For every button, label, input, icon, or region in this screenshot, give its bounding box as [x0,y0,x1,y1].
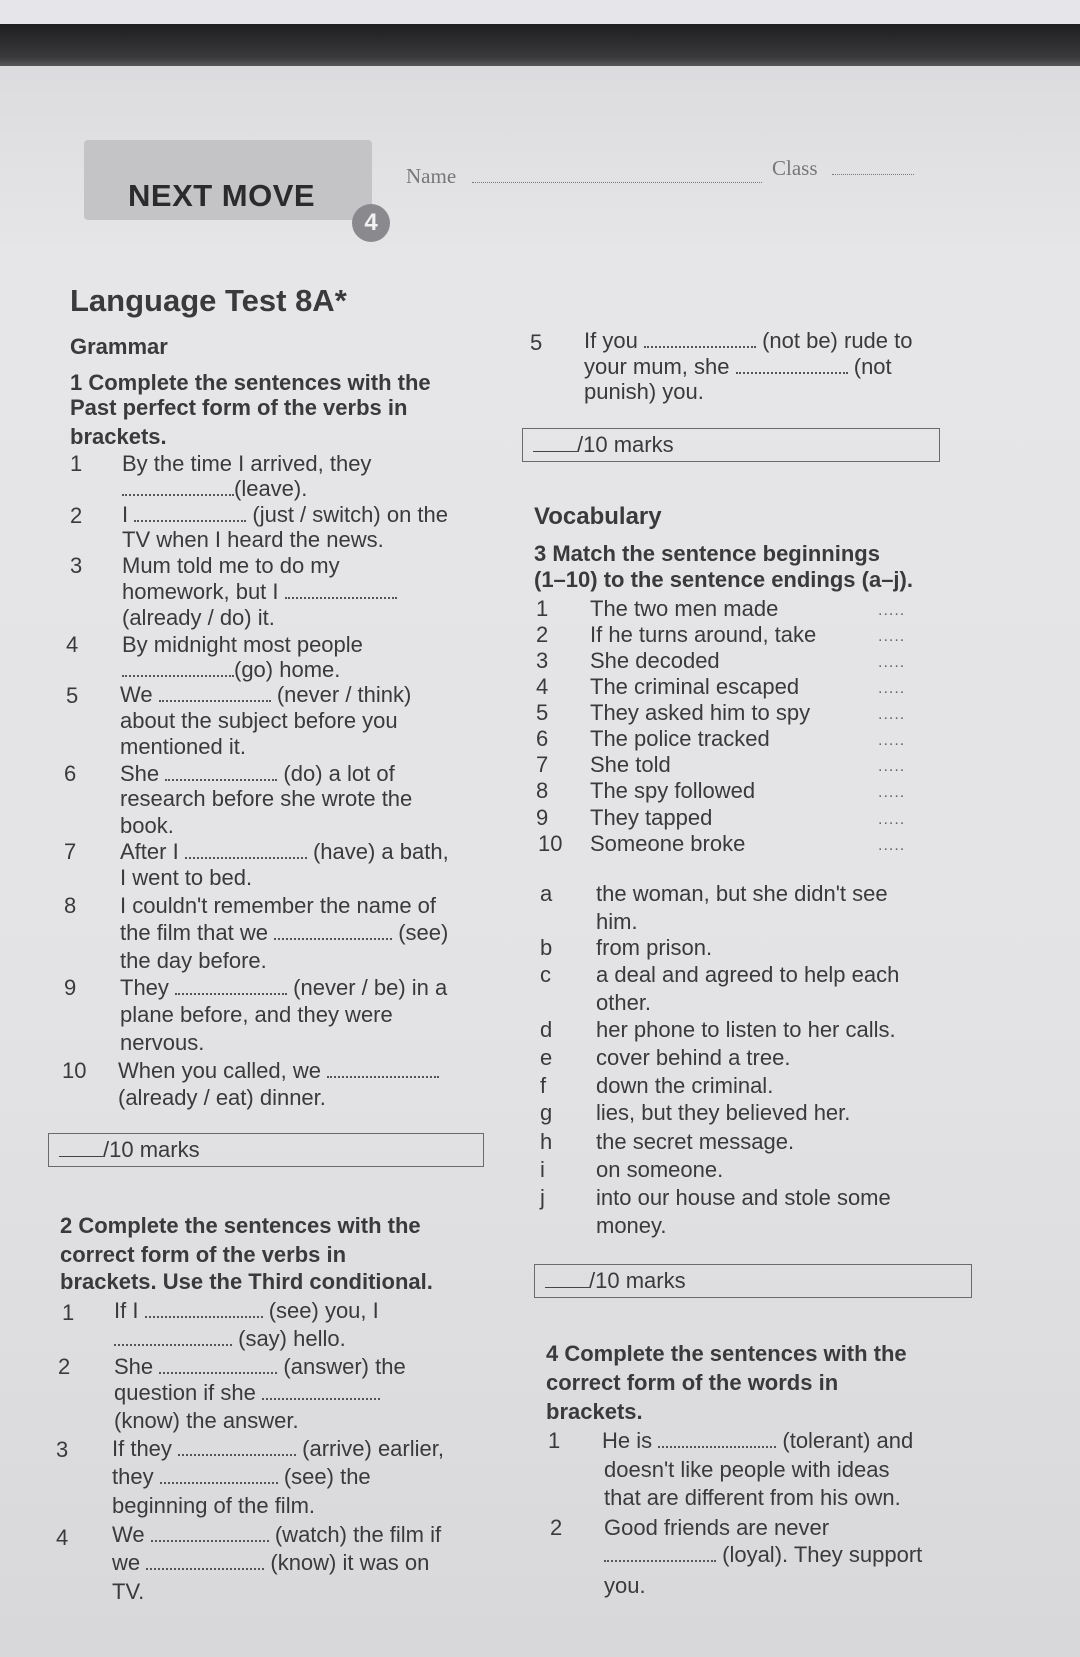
ex2-instruction: correct form of the verbs in [60,1242,347,1267]
sentence-text: (see) the [283,1464,371,1489]
sentence-beginning: She told [590,752,671,777]
ex4-instruction: 4 Complete the sentences with the [546,1341,907,1366]
answer-blank[interactable] [178,1436,296,1456]
ex4-instruction: correct form of the words in [546,1370,839,1395]
sentence-text: If they [112,1436,172,1461]
ex2-instruction: brackets. Use the Third conditional. [60,1269,433,1294]
sentence-text: book. [120,813,174,838]
sentence-text: They [120,975,169,1000]
answer-slot[interactable]: ..... [878,680,906,697]
sentence-beginning: Someone broke [590,831,746,856]
item-number: 5 [66,683,79,708]
answer-blank[interactable] [274,920,392,940]
score-blank[interactable] [545,1267,589,1288]
sentence-text: the film that we [120,920,268,945]
sentence-text: question if she [114,1380,256,1405]
marks-label: /10 marks [103,1137,200,1162]
sentence-text: She [114,1354,154,1379]
item-number: 2 [536,622,549,647]
sentence-text: When you called, we [118,1058,321,1083]
answer-blank[interactable] [122,476,234,496]
sentence-text: (arrive) earlier, [302,1436,444,1461]
sentence-text: you. [604,1573,646,1598]
item-number: 2 [550,1515,563,1540]
sentence-text: He is [602,1428,653,1453]
sentence-text: we [112,1550,141,1575]
sentence-text: plane before, and they were [120,1002,393,1027]
sentence-text: (know) it was on [270,1550,430,1575]
sentence-text: (know) the answer. [114,1408,299,1433]
class-label: Class [772,156,818,180]
sentence-text: (watch) the film if [274,1522,442,1547]
sentence-text: your mum, she [584,354,730,379]
sentence-text: (never / be) in a [293,975,448,1000]
answer-blank[interactable] [604,1542,716,1562]
answer-blank[interactable] [165,761,277,781]
marks-label: /10 marks [589,1268,686,1293]
item-number: 6 [64,761,77,786]
grammar-heading: Grammar [70,334,168,359]
sentence-text: If I [114,1298,139,1323]
answer-slot[interactable]: ..... [878,706,906,723]
name-label: Name [406,164,457,188]
ending-letter: a [540,881,553,906]
answer-blank[interactable] [262,1380,380,1400]
ending-letter: g [540,1100,553,1125]
item-number: 3 [536,648,549,673]
item-number: 3 [70,553,83,578]
answer-slot[interactable]: ..... [878,811,906,828]
item-number: 7 [536,752,549,777]
top-band [0,0,1080,24]
sentence-text: (leave). [234,476,308,501]
answer-blank[interactable] [175,975,287,995]
sentence-ending: a deal and agreed to help each [596,962,900,987]
sentence-text: I went to bed. [120,865,253,890]
ex1-instruction: Past perfect form of the verbs in [70,395,408,420]
answer-blank[interactable] [736,354,848,374]
marks-box [534,1264,972,1298]
item-number: 8 [536,778,549,803]
sentence-text: the day before. [120,948,267,973]
sentence-text: I couldn't remember the name of [120,893,437,918]
item-number: 4 [66,632,79,657]
sentence-text: (never / think) [276,682,412,707]
score-blank[interactable] [533,431,577,452]
sentence-beginning: The criminal escaped [590,674,800,699]
item-number: 9 [64,975,77,1000]
sentence-text: homework, but I [122,579,279,604]
answer-blank[interactable] [134,502,246,522]
item-number: 1 [62,1300,75,1325]
sentence-text: By the time I arrived, they [122,451,372,476]
sentence-text: After I [120,839,179,864]
item-number: 10 [62,1058,87,1083]
sentence-text: (answer) the [283,1354,406,1379]
sentence-text: I [122,502,129,527]
ending-letter: h [540,1129,553,1154]
answer-slot[interactable]: ..... [878,837,906,854]
ex1-instruction: brackets. [70,424,167,449]
item-number: 6 [536,726,549,751]
ex3-instruction: (1–10) to the sentence endings (a–j). [534,567,913,592]
page-title: Language Test 8A* [70,283,347,318]
sentence-text: (see) [398,920,449,945]
answer-slot[interactable]: ..... [878,654,906,671]
sentence-text: (go) home. [234,657,341,682]
item-number: 10 [538,831,563,856]
ending-letter: f [540,1073,547,1098]
ending-letter: b [540,935,553,960]
answer-slot[interactable]: ..... [878,758,906,775]
class-field[interactable] [832,174,914,175]
sentence-ending: money. [596,1213,667,1238]
marks-label: /10 marks [577,432,674,457]
vocabulary-heading: Vocabulary [534,503,662,530]
answer-slot[interactable]: ..... [878,784,906,801]
item-number: 3 [56,1437,69,1462]
item-number: 2 [58,1354,71,1379]
sentence-text: By midnight most people [122,632,363,657]
ex3-instruction: 3 Match the sentence beginnings [534,541,880,566]
sentence-text: TV when I heard the news. [122,527,384,552]
sentence-text: (say) hello. [238,1326,346,1351]
sentence-text: (already / eat) dinner. [118,1085,326,1110]
item-number: 5 [536,700,549,725]
sentence-ending: down the criminal. [596,1073,774,1098]
score-blank[interactable] [59,1136,103,1157]
sentence-text: (not [853,354,892,379]
sentence-text: Good friends are never [604,1515,830,1540]
sentence-text: that are different from his own. [604,1485,901,1510]
item-number: 7 [64,839,77,864]
sentence-text: We [112,1522,145,1547]
sentence-beginning: The spy followed [590,778,756,803]
sentence-text: about the subject before you [120,708,398,733]
answer-slot[interactable]: ..... [878,602,906,619]
sentence-ending: other. [596,990,652,1015]
answer-blank[interactable] [160,1464,278,1484]
sentence-text: doesn't like people with ideas [604,1457,890,1482]
sentence-text: (tolerant) and [782,1428,914,1453]
item-number: 1 [548,1428,561,1453]
answer-slot[interactable]: ..... [878,628,906,645]
sentence-ending: on someone. [596,1157,724,1182]
sentence-text: If you [584,328,638,353]
marks-box [48,1133,484,1167]
item-number: 4 [56,1525,69,1550]
sentence-text: (just / switch) on the [252,502,449,527]
ex4-instruction: brackets. [546,1399,643,1424]
item-number: 5 [530,330,543,355]
sentence-text: (already / do) it. [122,605,275,630]
sentence-beginning: They asked him to spy [590,700,811,725]
answer-blank[interactable] [146,1550,264,1570]
answer-blank[interactable] [327,1058,439,1078]
item-number: 8 [64,893,77,918]
answer-blank[interactable] [122,657,234,677]
item-number: 9 [536,805,549,830]
sentence-ending: lies, but they believed her. [596,1100,851,1125]
answer-blank[interactable] [285,579,397,599]
answer-blank[interactable] [151,1522,269,1542]
sentence-ending: from prison. [596,935,713,960]
sentence-text: punish) you. [584,379,704,404]
item-number: 4 [536,674,549,699]
item-number: 1 [536,596,549,621]
sentence-text: research before she wrote the [120,786,413,811]
item-number: 1 [70,451,83,476]
answer-slot[interactable]: ..... [878,732,906,749]
logo-text: NEXT MOVE [128,178,316,213]
sentence-text: Mum told me to do my [122,553,340,578]
level-number-badge: 4 [352,204,390,242]
sentence-text: mentioned it. [120,734,246,759]
ending-letter: j [540,1185,545,1210]
ending-letter: d [540,1017,553,1042]
sentence-beginning: She decoded [590,648,720,673]
sentence-ending: cover behind a tree. [596,1045,791,1070]
sentence-text: We [120,682,153,707]
answer-blank[interactable] [145,1298,263,1318]
sentence-text: nervous. [120,1030,205,1055]
answer-blank[interactable] [159,682,271,702]
sentence-ending: the woman, but she didn't see [596,881,888,906]
sentence-beginning: The two men made [590,596,779,621]
sentence-text: beginning of the film. [112,1493,316,1518]
ex1-instruction: 1 Complete the sentences with the [70,370,431,395]
item-number: 2 [70,503,83,528]
sentence-text: (do) a lot of [283,761,395,786]
sentence-ending: into our house and stole some [596,1185,891,1210]
sentence-text: TV. [112,1579,145,1604]
sentence-ending: the secret message. [596,1129,795,1154]
sentence-text: (loyal). They support [722,1542,923,1567]
answer-blank[interactable] [159,1354,277,1374]
answer-blank[interactable] [644,328,756,348]
ending-letter: i [540,1157,545,1182]
sentence-ending: him. [596,909,638,934]
sentence-text: (see) you, I [268,1298,379,1323]
sentence-text: they [112,1464,154,1489]
sentence-beginning: If he turns around, take [590,622,817,647]
ending-letter: c [540,962,551,987]
answer-blank[interactable] [658,1428,776,1448]
sentence-text: (have) a bath, [312,839,449,864]
marks-box [522,428,940,462]
ending-letter: e [540,1045,553,1070]
sentence-ending: her phone to listen to her calls. [596,1017,896,1042]
ex2-instruction: 2 Complete the sentences with the [60,1213,421,1238]
sentence-beginning: The police tracked [590,726,770,751]
photo-dark-edge [0,24,1080,72]
name-field[interactable] [472,182,762,183]
answer-blank[interactable] [114,1326,232,1346]
sentence-text: (not be) rude to [762,328,913,353]
sentence-text: She [120,761,160,786]
answer-blank[interactable] [185,839,307,859]
sentence-beginning: They tapped [590,805,713,830]
